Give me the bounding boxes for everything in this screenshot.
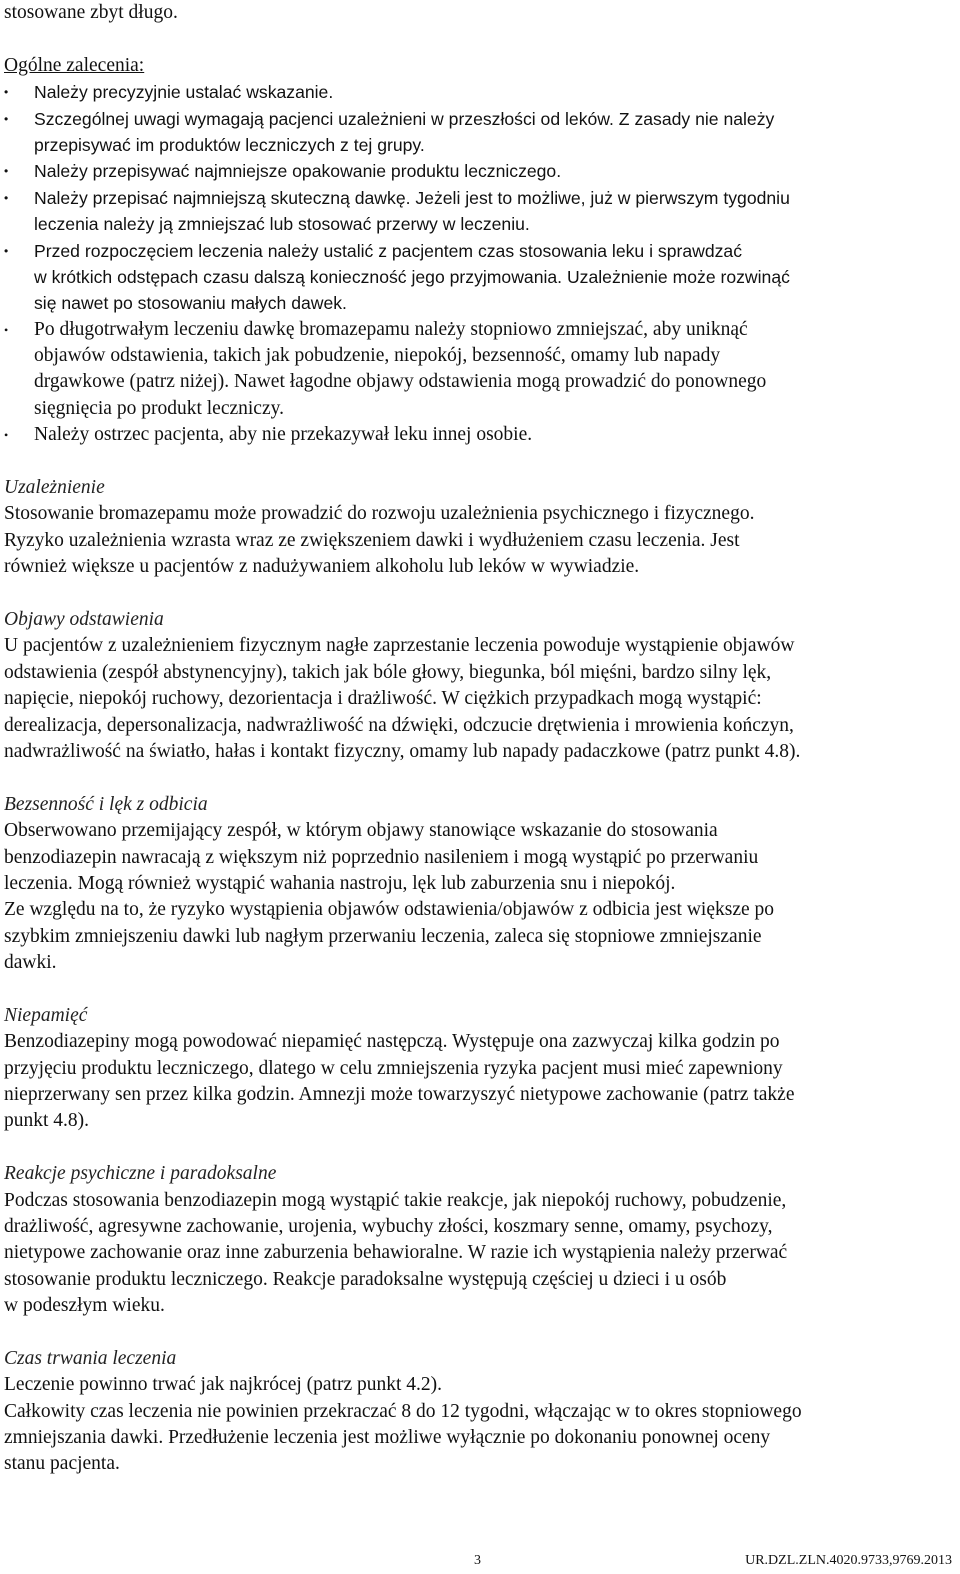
page-footer (0, 1548, 960, 1568)
paragraph-line: Ze względu na to, że ryzyko wystąpienia objawów odstawienia/objawów z odbicia jest większe po (4, 899, 775, 921)
list-item-line: przepisywać im produktów leczniczych z tej grupy. (34, 134, 425, 155)
list-item (4, 422, 956, 448)
paragraph-line: nadwrażliwość na światło, hałas i kontakt fizyczny, omamy lub napady padaczkowe (patrz punkt 4.8). (4, 740, 801, 762)
general-recommendations-heading: Ogólne zalecenia: (4, 54, 145, 76)
list-item-line: Należy przepisać najmniejszą skuteczną dawkę. Jeżeli jest to możliwe, już w pierwszym tygodniu (34, 187, 790, 208)
paragraph-line: odstawienia (zespół abstynencyjny), takich jak bóle głowy, biegunka, ból mięśni, bardzo silny lęk, (4, 661, 772, 683)
list-item-line: drgawkowe (patrz niżej). Nawet łagodne objawy odstawienia mogą prowadzić do ponownego (34, 371, 767, 393)
list-item-line: Przed rozpoczęciem leczenia należy ustalić z pacjentem czas stosowania leku i sprawdzać (34, 240, 742, 261)
bullet-icon: • (4, 190, 9, 205)
paragraph-line: U pacjentów z uzależnieniem fizycznym nagłe zaprzestanie leczenia powoduje wystąpienie objawów (4, 635, 795, 657)
list-item-line: Szczególnej uwagi wymagają pacjenci uzależnieni w przeszłości od leków. Z zasady nie należy (34, 108, 775, 129)
section-heading: Czas trwania leczenia (4, 1347, 177, 1369)
spacer (4, 1135, 956, 1161)
paragraph-line: zmniejszania dawki. Przedłużenie leczenia jest możliwe wyłącznie po dokonaniu ponownej oceny (4, 1427, 771, 1449)
bullet-icon: • (4, 243, 9, 258)
continuation-text: stosowane zbyt długo. (4, 2, 178, 23)
paragraph-line: drażliwość, agresywne zachowanie, urojenia, wybuchy złości, koszmary senne, omamy, psychozy, (4, 1215, 773, 1237)
paragraph-line: Benzodiazepiny mogą powodować niepamięć następczą. Występuje ona zazwyczaj kilka godzin po (4, 1031, 780, 1053)
bullet-icon: • (4, 428, 9, 443)
paragraph-line: Podczas stosowania benzodiazepin mogą wystąpić takie reakcje, jak niepokój ruchowy, pobudzenie, (4, 1189, 787, 1211)
list-item (4, 185, 956, 238)
list-item (4, 158, 956, 184)
paragraph-line: Ryzyko uzależnienia wzrasta wraz ze zwiększeniem dawki i wydłużeniem czasu leczenia. Jest (4, 529, 740, 551)
bullet-icon: • (4, 322, 9, 337)
section-rebound-insomnia (4, 792, 956, 977)
list-item-line: w krótkich odstępach czasu dalszą konieczność jego przyjmowania. Uzależnienie może rozwinąć (34, 266, 790, 287)
list-item (4, 106, 956, 159)
paragraph-line: Leczenie powinno trwać jak najkrócej (patrz punkt 4.2). (4, 1374, 443, 1396)
paragraph-line: napięcie, niepokój ruchowy, dezorientacja i drażliwość. W ciężkich przypadkach mogą wystąpić: (4, 688, 762, 710)
list-item-line: Po długotrwałym leczeniu dawkę bromazepamu należy stopniowo zmniejszać, aby uniknąć (34, 318, 748, 340)
paragraph-line: leczenia. Mogą również wystąpić wahania nastroju, lęk lub zaburzenia snu i niepokój. (4, 872, 676, 894)
spacer (4, 976, 956, 1002)
paragraph-line: szybkim zmniejszeniu dawki lub nagłym przerwaniu leczenia, zaleca się stopniowe zmniejszanie (4, 925, 762, 947)
list-item (4, 317, 956, 423)
list-item (4, 238, 956, 317)
paragraph-line: benzodiazepin nawracają z większym niż poprzednio nasileniem i mogą wystąpić po przerwaniu (4, 846, 759, 868)
document-page (4, 0, 956, 1478)
paragraph-line: stanu pacjenta. (4, 1453, 120, 1475)
section-treatment-duration (4, 1346, 956, 1478)
spacer (4, 1320, 956, 1346)
list-item-line: Należy przepisywać najmniejsze opakowanie produktu leczniczego. (34, 161, 562, 182)
paragraph-line: w podeszłym wieku. (4, 1295, 165, 1317)
list-item-line: się nawet po stosowaniu małych dawek. (34, 293, 347, 314)
paragraph-line: nieprzerwany sen przez kilka godzin. Amnezji może towarzyszyć nietypowe zachowanie (patrz także (4, 1084, 795, 1106)
section-paradoxical-reactions (4, 1161, 956, 1319)
list-item-line: objawów odstawienia, takich jak pobudzenie, niepokój, bezsenność, omamy lub napady (34, 345, 721, 367)
paragraph-line: Stosowanie bromazepamu może prowadzić do rozwoju uzależnienia psychicznego i fizycznego. (4, 503, 755, 525)
section-heading: Reakcje psychiczne i paradoksalne (4, 1163, 277, 1185)
page-number: 3 (474, 1553, 481, 1568)
list-item-line: Należy ostrzec pacjenta, aby nie przekazywał leku innej osobie. (34, 424, 533, 446)
paragraph-line: również większe u pacjentów z nadużywaniem alkoholu lub leków w wywiadzie. (4, 556, 640, 578)
bullet-icon: • (4, 164, 9, 179)
spacer (4, 765, 956, 791)
section-heading: Uzależnienie (4, 477, 105, 499)
list-item-line: leczenia należy ją zmniejszać lub stosować przerwy w leczeniu. (34, 214, 530, 235)
paragraph-line: dawki. (4, 952, 57, 974)
paragraph-line: punkt 4.8). (4, 1110, 90, 1132)
spacer (4, 26, 956, 52)
spacer (4, 581, 956, 607)
paragraph-line: Całkowity czas leczenia nie powinien przekraczać 8 do 12 tygodni, włączając w to okres stopniowego (4, 1400, 802, 1422)
list-item-line: sięgnięcia po produkt leczniczy. (34, 397, 284, 419)
paragraph-line: derealizacja, depersonalizacja, nadwrażliwość na dźwięki, odczucie drętwienia i mrowienia kończyn, (4, 714, 794, 736)
paragraph-line: stosowanie produktu leczniczego. Reakcje paradoksalne występują częściej u dzieci i u osób (4, 1268, 727, 1290)
general-recommendations-section (4, 53, 956, 449)
section-heading: Niepamięć (4, 1004, 88, 1026)
document-code: UR.DZL.ZLN.4020.9733,9769.2013 (745, 1553, 952, 1568)
paragraph-line: Obserwowano przemijający zespół, w którym objawy stanowiące wskazanie do stosowania (4, 820, 718, 842)
paragraph-line: przyjęciu produktu leczniczego, dlatego w celu zmniejszenia ryzyka pacjent musi mieć zapewniony (4, 1057, 783, 1079)
section-amnesia (4, 1003, 956, 1135)
bullet-icon: • (4, 111, 9, 126)
section-heading: Objawy odstawienia (4, 608, 164, 630)
section-dependence (4, 475, 956, 581)
spacer (4, 449, 956, 475)
bullet-icon: • (4, 85, 9, 100)
list-item (4, 79, 956, 105)
paragraph-line: nietypowe zachowanie oraz inne zaburzenia behawioralne. W razie ich wystąpienia należy przerwać (4, 1242, 788, 1264)
section-withdrawal-symptoms (4, 607, 956, 765)
list-item-line: Należy precyzyjnie ustalać wskazanie. (34, 82, 334, 103)
section-heading: Bezsenność i lęk z odbicia (4, 793, 208, 815)
